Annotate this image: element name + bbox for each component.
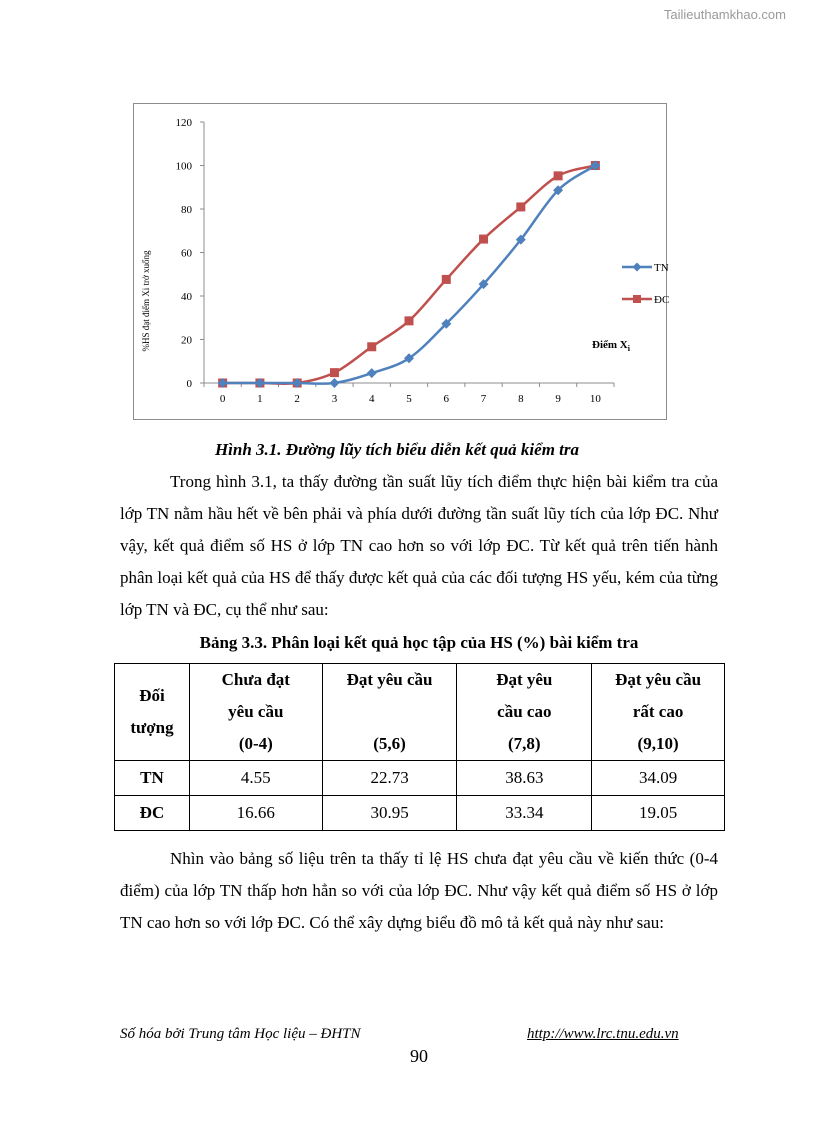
- watermark: Tailieuthamkhao.com: [663, 7, 786, 22]
- y-tick-label: 60: [181, 247, 192, 260]
- footer-link[interactable]: http://www.lrc.tnu.edu.vn: [527, 1026, 679, 1042]
- y-tick-label: 0: [186, 378, 192, 390]
- y-tick-label: 40: [181, 291, 192, 303]
- x-tick-label: 2: [294, 393, 300, 405]
- data-point-dc: [367, 342, 376, 351]
- table-cell: 16.66: [189, 796, 322, 831]
- paragraph-1: Trong hình 3.1, ta thấy đường tần suất lũy tích điểm thực hiện bài kiểm tra của lớp TN nằm hầu hết về bên phải và phía dưới đường tần suất lũy tích của lớp ĐC. Như vậy, kết quả điểm số HS ở lớp TN cao hơn so với lớp ĐC. Từ kết quả trên tiến hành phân loại kết quả của HS để thấy được kết quả của các đối tượng HS yếu, kém của từng lớp TN và ĐC, cụ thể như sau:: [120, 472, 718, 619]
- x-tick-label: 9: [555, 393, 561, 405]
- data-point-dc: [405, 316, 414, 325]
- table-cell: 19.05: [592, 796, 725, 831]
- table-cell: 22.73: [322, 761, 457, 796]
- series-line-tn: [223, 166, 596, 384]
- header-cell-high: Đạt yêu cầu cao (7,8): [457, 664, 592, 761]
- series-line-dc: [223, 166, 596, 384]
- results-table: [114, 663, 725, 831]
- table-row: [115, 796, 725, 831]
- legend-label: TN: [654, 262, 669, 274]
- y-tick-label: 80: [181, 204, 192, 216]
- data-point-dc: [554, 171, 563, 180]
- header-cell-met: Đạt yêu cầu (5,6): [322, 664, 457, 761]
- table-cell: 38.63: [457, 761, 592, 796]
- table-cell: 30.95: [322, 796, 457, 831]
- data-point-dc: [442, 275, 451, 284]
- x-tick-label: 3: [331, 393, 338, 405]
- chart-svg: [134, 104, 670, 419]
- y-tick-label: 20: [181, 334, 192, 347]
- y-tick-label: 120: [175, 117, 192, 129]
- page-number: 90: [410, 1046, 428, 1066]
- x-axis-label: Điểm $X_i$: [592, 339, 630, 353]
- data-point-dc: [479, 235, 488, 244]
- table-cell: 34.09: [592, 761, 725, 796]
- footer-source: Số hóa bởi Trung tâm Học liệu – ĐHTN: [120, 1026, 361, 1042]
- header-cell-subject: Đối tượng: [115, 664, 190, 761]
- table-cell: 33.34: [457, 796, 592, 831]
- data-point-tn: [367, 368, 377, 378]
- row-label-tn: TN: [115, 761, 190, 796]
- y-axis-label: %HS đạt điểm Xi trở xuống: [141, 250, 151, 352]
- legend-label: ĐC: [654, 294, 670, 306]
- x-tick-label: 5: [406, 393, 412, 405]
- x-tick-label: 4: [368, 393, 375, 405]
- table-title: Bảng 3.3. Phân loại kết quả học tập của HS (%) bài kiểm tra: [199, 633, 639, 652]
- figure-caption: Hình 3.1. Đường lũy tích biểu diễn kết quả kiểm tra: [214, 440, 580, 459]
- row-label-dc: ĐC: [115, 796, 190, 831]
- y-tick-label: 100: [175, 160, 192, 173]
- legend-marker-dc: [633, 295, 641, 303]
- header-cell-not-met: Chưa đạt yêu cầu (0-4): [189, 664, 322, 761]
- x-tick-label: 0: [219, 393, 226, 405]
- x-tick-label: 8: [518, 393, 524, 405]
- x-tick-label: 1: [257, 393, 263, 405]
- data-point-dc: [516, 202, 525, 211]
- header-cell-very-high: Đạt yêu cầu rất cao (9,10): [592, 664, 725, 761]
- data-point-dc: [330, 368, 339, 377]
- cumulative-chart: [133, 103, 670, 420]
- table-header-row: [115, 664, 725, 761]
- legend-marker-tn: [633, 263, 642, 272]
- table-cell: 4.55: [189, 761, 322, 796]
- paragraph-2: Nhìn vào bảng số liệu trên ta thấy tỉ lệ HS chưa đạt yêu cầu về kiến thức (0-4 điểm) của lớp TN thấp hơn hẳn so với của lớp ĐC. Như vậy kết quả điểm số HS ở lớp TN cao hơn so với lớp ĐC. Có thể xây dựng biểu đồ mô tả kết quả này như sau:: [120, 849, 718, 932]
- x-tick-label: 6: [443, 393, 450, 405]
- x-axis-label-subscript: i: [627, 344, 630, 353]
- data-point-tn: [329, 378, 339, 388]
- x-tick-label: 7: [480, 393, 487, 405]
- x-tick-label: 10: [589, 393, 601, 405]
- table-row: [115, 761, 725, 796]
